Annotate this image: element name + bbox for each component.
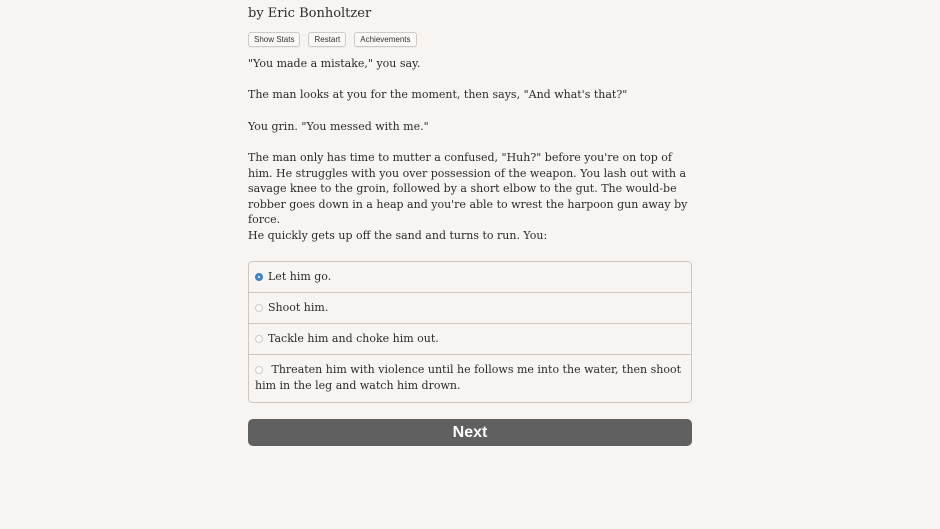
radio-unselected-icon[interactable]: [255, 335, 263, 343]
choice-label: Tackle him and choke him out.: [268, 332, 439, 346]
choice-option-shoot-him[interactable]: [249, 292, 691, 323]
story-paragraph: You grin. "You messed with me.": [248, 120, 429, 133]
next-button[interactable]: Next: [248, 419, 692, 446]
choice-option-tackle[interactable]: [249, 323, 691, 354]
show-stats-button[interactable]: Show Stats: [248, 32, 300, 47]
choice-label: Shoot him.: [268, 301, 329, 315]
choice-label: Let him go.: [268, 270, 332, 284]
choice-option-threaten[interactable]: [249, 354, 691, 402]
radio-unselected-icon[interactable]: [255, 304, 263, 312]
radio-unselected-icon[interactable]: [255, 366, 263, 374]
choice-label: Threaten him with violence until he follows me into the water, then shoot him in the leg and watch him drown.: [255, 363, 682, 392]
story-paragraph: He quickly gets up off the sand and turns to run. You:: [248, 229, 548, 242]
author-byline: by Eric Bonholtzer: [248, 6, 372, 21]
radio-selected-icon[interactable]: [255, 273, 263, 281]
choice-option-let-him-go[interactable]: [249, 262, 691, 292]
story-paragraph: "You made a mistake," you say.: [248, 57, 421, 70]
story-paragraph: The man looks at you for the moment, then says, "And what's that?": [248, 88, 628, 101]
restart-button[interactable]: Restart: [308, 32, 346, 47]
achievements-button[interactable]: Achievements: [354, 32, 416, 47]
choice-list: [248, 261, 692, 403]
story-paragraph: The man only has time to mutter a confused, "Huh?" before you're on top of him. He struggles with you over possession of the weapon. You lash out with a savage knee to the groin, followed by a short elbow to the gut. The would-be robber goes down in a heap and you're able to wrest the harpoon gun away by force.: [248, 151, 688, 227]
toolbar: [248, 32, 417, 47]
